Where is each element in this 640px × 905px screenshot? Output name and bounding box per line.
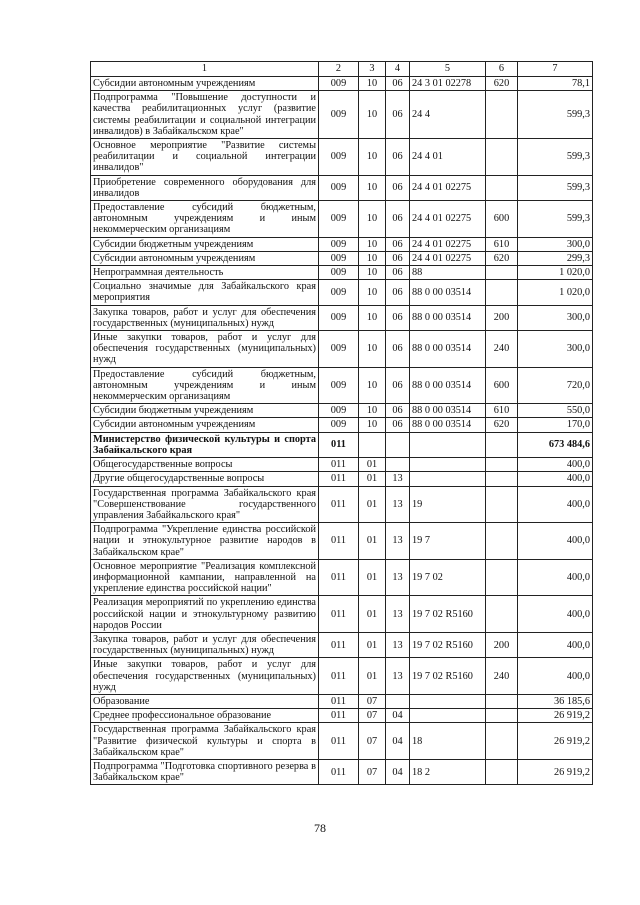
row-target-article: 19 7 02 R5160 bbox=[410, 632, 486, 657]
row-ved-code: 009 bbox=[319, 91, 359, 139]
row-expense-type bbox=[486, 559, 518, 596]
table-row bbox=[91, 418, 593, 432]
row-section-code: 10 bbox=[359, 91, 386, 139]
row-name: Предоставление субсидий бюджетным, автономным учреждениям и иным некоммерческим организациям bbox=[91, 367, 319, 404]
row-section-code: 07 bbox=[359, 723, 386, 760]
row-ved-code: 009 bbox=[319, 251, 359, 265]
row-target-article: 88 0 00 03514 bbox=[410, 280, 486, 305]
table-row bbox=[91, 523, 593, 560]
row-target-article: 88 0 00 03514 bbox=[410, 367, 486, 404]
row-amount: 400,0 bbox=[518, 486, 593, 523]
row-subsection-code: 06 bbox=[386, 91, 410, 139]
table-row bbox=[91, 404, 593, 418]
row-subsection-code: 06 bbox=[386, 266, 410, 280]
row-target-article: 24 3 01 02278 bbox=[410, 77, 486, 91]
row-name: Общегосударственные вопросы bbox=[91, 458, 319, 472]
row-target-article: 19 7 02 R5160 bbox=[410, 596, 486, 633]
row-section-code: 10 bbox=[359, 139, 386, 176]
row-expense-type bbox=[486, 266, 518, 280]
row-section-code: 10 bbox=[359, 305, 386, 330]
row-subsection-code: 06 bbox=[386, 418, 410, 432]
row-target-article: 19 7 02 bbox=[410, 559, 486, 596]
row-section-code: 10 bbox=[359, 280, 386, 305]
row-amount: 400,0 bbox=[518, 523, 593, 560]
row-name: Министерство физической культуры и спорта Забайкальского края bbox=[91, 432, 319, 457]
row-subsection-code bbox=[386, 694, 410, 708]
budget-table-body bbox=[91, 62, 593, 785]
row-target-article: 88 0 00 03514 bbox=[410, 404, 486, 418]
row-section-code: 10 bbox=[359, 367, 386, 404]
header-cell-4: 4 bbox=[386, 62, 410, 77]
row-name: Образование bbox=[91, 694, 319, 708]
table-row bbox=[91, 139, 593, 176]
row-ved-code: 009 bbox=[319, 237, 359, 251]
row-section-code: 01 bbox=[359, 632, 386, 657]
row-target-article: 19 7 02 R5160 bbox=[410, 658, 486, 695]
table-row bbox=[91, 432, 593, 457]
row-target-article bbox=[410, 458, 486, 472]
table-row bbox=[91, 251, 593, 265]
row-ved-code: 009 bbox=[319, 331, 359, 368]
row-expense-type bbox=[486, 280, 518, 305]
row-expense-type bbox=[486, 472, 518, 486]
row-ved-code: 011 bbox=[319, 458, 359, 472]
row-amount: 26 919,2 bbox=[518, 759, 593, 784]
row-target-article: 88 bbox=[410, 266, 486, 280]
row-name: Субсидии бюджетным учреждениям bbox=[91, 237, 319, 251]
row-subsection-code: 06 bbox=[386, 280, 410, 305]
row-expense-type bbox=[486, 458, 518, 472]
row-ved-code: 009 bbox=[319, 367, 359, 404]
table-row bbox=[91, 559, 593, 596]
row-subsection-code: 06 bbox=[386, 175, 410, 200]
row-expense-type: 200 bbox=[486, 632, 518, 657]
row-name: Закупка товаров, работ и услуг для обеспечения государственных (муниципальных) нужд bbox=[91, 305, 319, 330]
row-amount: 599,3 bbox=[518, 91, 593, 139]
row-ved-code: 009 bbox=[319, 305, 359, 330]
row-name: Государственная программа Забайкальского края "Совершенствование государственного управления Забайкальского края" bbox=[91, 486, 319, 523]
row-ved-code: 011 bbox=[319, 723, 359, 760]
row-name: Субсидии автономным учреждениям bbox=[91, 77, 319, 91]
row-subsection-code: 13 bbox=[386, 559, 410, 596]
row-ved-code: 011 bbox=[319, 523, 359, 560]
table-row bbox=[91, 709, 593, 723]
table-row bbox=[91, 305, 593, 330]
table-row bbox=[91, 759, 593, 784]
row-section-code: 01 bbox=[359, 523, 386, 560]
row-subsection-code bbox=[386, 432, 410, 457]
row-name: Другие общегосударственные вопросы bbox=[91, 472, 319, 486]
row-ved-code: 009 bbox=[319, 266, 359, 280]
row-subsection-code: 06 bbox=[386, 77, 410, 91]
row-ved-code: 009 bbox=[319, 418, 359, 432]
row-name: Иные закупки товаров, работ и услуг для обеспечения государственных (муниципальных) нужд bbox=[91, 331, 319, 368]
row-section-code: 07 bbox=[359, 759, 386, 784]
row-expense-type: 610 bbox=[486, 404, 518, 418]
row-subsection-code: 04 bbox=[386, 723, 410, 760]
row-subsection-code: 06 bbox=[386, 367, 410, 404]
row-amount: 400,0 bbox=[518, 596, 593, 633]
table-row bbox=[91, 632, 593, 657]
row-target-article: 88 0 00 03514 bbox=[410, 331, 486, 368]
table-row bbox=[91, 486, 593, 523]
row-ved-code: 011 bbox=[319, 694, 359, 708]
row-subsection-code: 06 bbox=[386, 404, 410, 418]
table-row bbox=[91, 266, 593, 280]
row-expense-type: 620 bbox=[486, 418, 518, 432]
row-expense-type: 600 bbox=[486, 201, 518, 238]
row-amount: 400,0 bbox=[518, 458, 593, 472]
row-subsection-code: 13 bbox=[386, 472, 410, 486]
table-row bbox=[91, 77, 593, 91]
table-row bbox=[91, 367, 593, 404]
row-name: Закупка товаров, работ и услуг для обеспечения государственных (муниципальных) нужд bbox=[91, 632, 319, 657]
row-target-article: 88 0 00 03514 bbox=[410, 305, 486, 330]
row-target-article: 24 4 01 bbox=[410, 139, 486, 176]
row-expense-type: 620 bbox=[486, 251, 518, 265]
row-ved-code: 009 bbox=[319, 280, 359, 305]
row-section-code: 01 bbox=[359, 596, 386, 633]
row-ved-code: 011 bbox=[319, 432, 359, 457]
row-subsection-code: 04 bbox=[386, 759, 410, 784]
row-expense-type bbox=[486, 175, 518, 200]
row-name: Государственная программа Забайкальского края "Развитие физической культуры и спорта в Забайкальском крае" bbox=[91, 723, 319, 760]
row-section-code: 07 bbox=[359, 709, 386, 723]
row-section-code: 10 bbox=[359, 175, 386, 200]
header-cell-3: 3 bbox=[359, 62, 386, 77]
row-expense-type bbox=[486, 759, 518, 784]
row-target-article: 18 bbox=[410, 723, 486, 760]
row-subsection-code: 13 bbox=[386, 596, 410, 633]
row-subsection-code bbox=[386, 458, 410, 472]
row-expense-type: 620 bbox=[486, 77, 518, 91]
row-name: Субсидии бюджетным учреждениям bbox=[91, 404, 319, 418]
row-subsection-code: 06 bbox=[386, 305, 410, 330]
row-ved-code: 011 bbox=[319, 709, 359, 723]
row-amount: 299,3 bbox=[518, 251, 593, 265]
table-row bbox=[91, 91, 593, 139]
row-section-code: 01 bbox=[359, 472, 386, 486]
row-subsection-code: 06 bbox=[386, 251, 410, 265]
row-expense-type bbox=[486, 694, 518, 708]
row-subsection-code: 13 bbox=[386, 658, 410, 695]
row-name: Приобретение современного оборудования для инвалидов bbox=[91, 175, 319, 200]
row-subsection-code: 06 bbox=[386, 201, 410, 238]
row-name: Иные закупки товаров, работ и услуг для обеспечения государственных (муниципальных) нужд bbox=[91, 658, 319, 695]
row-target-article: 24 4 01 02275 bbox=[410, 251, 486, 265]
table-row bbox=[91, 331, 593, 368]
row-target-article: 88 0 00 03514 bbox=[410, 418, 486, 432]
row-section-code: 10 bbox=[359, 77, 386, 91]
row-expense-type: 200 bbox=[486, 305, 518, 330]
row-subsection-code: 13 bbox=[386, 523, 410, 560]
row-expense-type bbox=[486, 91, 518, 139]
row-name: Среднее профессиональное образование bbox=[91, 709, 319, 723]
row-expense-type: 610 bbox=[486, 237, 518, 251]
row-amount: 300,0 bbox=[518, 237, 593, 251]
row-section-code bbox=[359, 432, 386, 457]
header-cell-5: 5 bbox=[410, 62, 486, 77]
row-expense-type bbox=[486, 709, 518, 723]
table-row bbox=[91, 472, 593, 486]
table-header-row bbox=[91, 62, 593, 77]
table-row bbox=[91, 596, 593, 633]
row-amount: 599,3 bbox=[518, 175, 593, 200]
row-ved-code: 009 bbox=[319, 139, 359, 176]
row-target-article: 19 bbox=[410, 486, 486, 523]
row-name: Субсидии автономным учреждениям bbox=[91, 418, 319, 432]
row-ved-code: 011 bbox=[319, 596, 359, 633]
row-amount: 1 020,0 bbox=[518, 266, 593, 280]
row-section-code: 01 bbox=[359, 658, 386, 695]
table-row bbox=[91, 458, 593, 472]
row-section-code: 10 bbox=[359, 251, 386, 265]
row-section-code: 01 bbox=[359, 559, 386, 596]
row-ved-code: 011 bbox=[319, 632, 359, 657]
row-name: Подпрограмма "Повышение доступности и качества реабилитационных услуг (развитие системы реабилитации и социальной интеграции инвалидов) в Забайкальском крае" bbox=[91, 91, 319, 139]
row-section-code: 10 bbox=[359, 331, 386, 368]
row-target-article: 18 2 bbox=[410, 759, 486, 784]
row-subsection-code: 13 bbox=[386, 486, 410, 523]
row-section-code: 01 bbox=[359, 458, 386, 472]
row-expense-type bbox=[486, 139, 518, 176]
row-name: Подпрограмма "Укрепление единства российской нации и этнокультурное развитие народов в Забайкальском крае" bbox=[91, 523, 319, 560]
row-ved-code: 009 bbox=[319, 175, 359, 200]
row-target-article: 24 4 01 02275 bbox=[410, 201, 486, 238]
row-subsection-code: 13 bbox=[386, 632, 410, 657]
row-amount: 300,0 bbox=[518, 305, 593, 330]
row-amount: 300,0 bbox=[518, 331, 593, 368]
row-expense-type bbox=[486, 596, 518, 633]
row-section-code: 01 bbox=[359, 486, 386, 523]
row-amount: 36 185,6 bbox=[518, 694, 593, 708]
row-expense-type bbox=[486, 723, 518, 760]
row-section-code: 10 bbox=[359, 266, 386, 280]
row-amount: 400,0 bbox=[518, 472, 593, 486]
row-amount: 599,3 bbox=[518, 201, 593, 238]
row-section-code: 10 bbox=[359, 237, 386, 251]
row-expense-type bbox=[486, 523, 518, 560]
row-amount: 26 919,2 bbox=[518, 723, 593, 760]
row-amount: 170,0 bbox=[518, 418, 593, 432]
row-expense-type: 600 bbox=[486, 367, 518, 404]
row-ved-code: 009 bbox=[319, 404, 359, 418]
row-amount: 1 020,0 bbox=[518, 280, 593, 305]
row-ved-code: 009 bbox=[319, 77, 359, 91]
row-section-code: 10 bbox=[359, 418, 386, 432]
row-amount: 673 484,6 bbox=[518, 432, 593, 457]
header-cell-7: 7 bbox=[518, 62, 593, 77]
row-name: Основное мероприятие "Развитие системы реабилитации и социальной интеграции инвалидов" bbox=[91, 139, 319, 176]
row-target-article: 19 7 bbox=[410, 523, 486, 560]
row-section-code: 07 bbox=[359, 694, 386, 708]
header-cell-1: 1 bbox=[91, 62, 319, 77]
row-expense-type: 240 bbox=[486, 658, 518, 695]
row-ved-code: 011 bbox=[319, 658, 359, 695]
table-row bbox=[91, 658, 593, 695]
row-subsection-code: 04 bbox=[386, 709, 410, 723]
row-target-article: 24 4 01 02275 bbox=[410, 175, 486, 200]
row-name: Непрограммная деятельность bbox=[91, 266, 319, 280]
budget-table bbox=[90, 61, 593, 785]
header-cell-2: 2 bbox=[319, 62, 359, 77]
row-ved-code: 011 bbox=[319, 559, 359, 596]
row-target-article: 24 4 01 02275 bbox=[410, 237, 486, 251]
row-name: Подпрограмма "Подготовка спортивного резерва в Забайкальском крае" bbox=[91, 759, 319, 784]
row-section-code: 10 bbox=[359, 404, 386, 418]
row-amount: 400,0 bbox=[518, 632, 593, 657]
row-subsection-code: 06 bbox=[386, 139, 410, 176]
row-ved-code: 011 bbox=[319, 759, 359, 784]
row-amount: 599,3 bbox=[518, 139, 593, 176]
row-section-code: 10 bbox=[359, 201, 386, 238]
row-target-article bbox=[410, 694, 486, 708]
row-amount: 26 919,2 bbox=[518, 709, 593, 723]
table-row bbox=[91, 237, 593, 251]
row-subsection-code: 06 bbox=[386, 331, 410, 368]
row-ved-code: 009 bbox=[319, 201, 359, 238]
table-row bbox=[91, 175, 593, 200]
table-row bbox=[91, 723, 593, 760]
table-row bbox=[91, 201, 593, 238]
row-name: Предоставление субсидий бюджетным, автономным учреждениям и иным некоммерческим организациям bbox=[91, 201, 319, 238]
header-cell-6: 6 bbox=[486, 62, 518, 77]
row-target-article: 24 4 bbox=[410, 91, 486, 139]
row-subsection-code: 06 bbox=[386, 237, 410, 251]
row-expense-type bbox=[486, 432, 518, 457]
row-name: Социально значимые для Забайкальского края мероприятия bbox=[91, 280, 319, 305]
row-ved-code: 011 bbox=[319, 486, 359, 523]
table-row bbox=[91, 280, 593, 305]
row-ved-code: 011 bbox=[319, 472, 359, 486]
row-amount: 400,0 bbox=[518, 559, 593, 596]
row-name: Основное мероприятие "Реализация комплексной информационной кампании, направленной на укрепление единства российской нации" bbox=[91, 559, 319, 596]
row-amount: 400,0 bbox=[518, 658, 593, 695]
row-name: Субсидии автономным учреждениям bbox=[91, 251, 319, 265]
page-number: 78 bbox=[314, 821, 326, 835]
row-target-article bbox=[410, 432, 486, 457]
row-name: Реализация мероприятий по укреплению единства российской нации и этнокультурному развитию народов России bbox=[91, 596, 319, 633]
row-target-article bbox=[410, 472, 486, 486]
row-amount: 78,1 bbox=[518, 77, 593, 91]
row-amount: 550,0 bbox=[518, 404, 593, 418]
row-target-article bbox=[410, 709, 486, 723]
row-expense-type: 240 bbox=[486, 331, 518, 368]
row-amount: 720,0 bbox=[518, 367, 593, 404]
row-expense-type bbox=[486, 486, 518, 523]
table-row bbox=[91, 694, 593, 708]
